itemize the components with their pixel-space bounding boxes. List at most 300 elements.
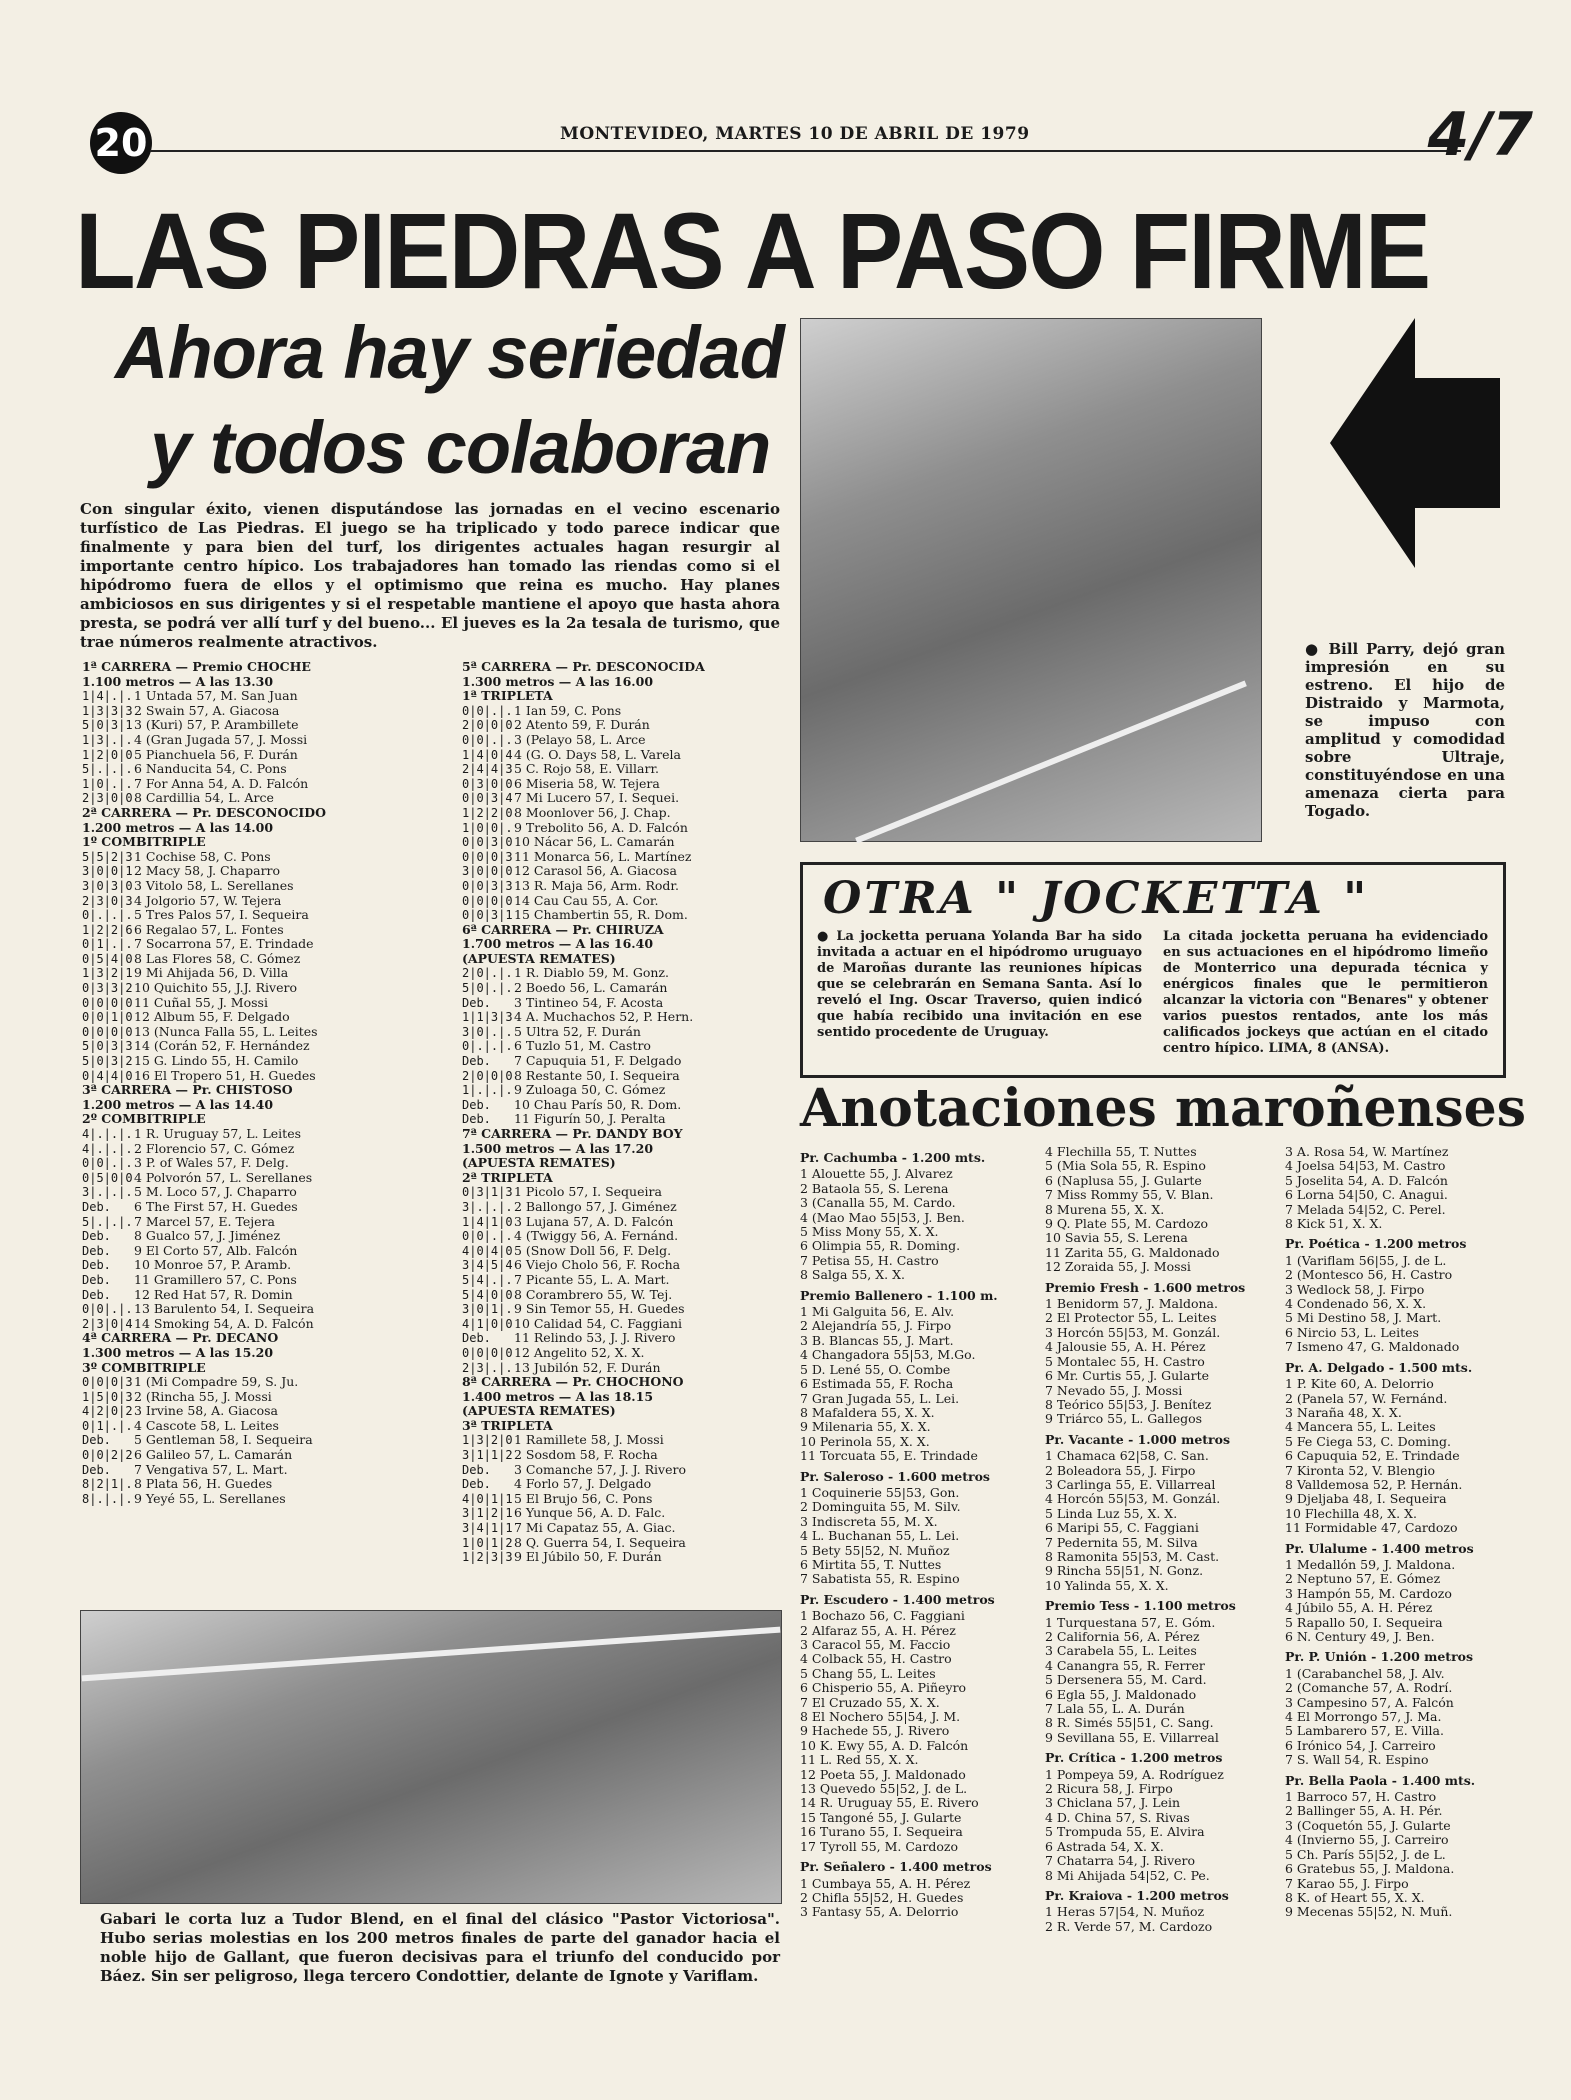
prize-header: Pr. Cachumba - 1.200 mts. bbox=[800, 1150, 986, 1165]
horse-entry: 6 Galileo 57, L. Camarán bbox=[134, 1448, 293, 1463]
form-code: Deb. bbox=[82, 1199, 111, 1214]
prize-entry: 7 Kironta 52, V. Blengio bbox=[1285, 1463, 1436, 1478]
prize-entry: 4 Changadora 55|53, M.Go. bbox=[800, 1348, 976, 1363]
horse-entry: 1 Picolo 57, I. Sequeira bbox=[514, 1185, 662, 1200]
race-header: 1.500 metros — A las 17.20 bbox=[462, 1140, 654, 1156]
prize-header: Pr. Bella Paola - 1.400 mts. bbox=[1285, 1772, 1476, 1788]
race-header: 3ª CARRERA — Pr. CHISTOSO bbox=[82, 1082, 293, 1098]
horse-entry: 2 Atento 59, F. Durán bbox=[514, 718, 650, 733]
horse-entry: 6 Nanducita 54, C. Pons bbox=[134, 762, 287, 777]
prize-entry: 3 Chiclana 57, J. Lein bbox=[1045, 1796, 1181, 1811]
form-code: Deb. bbox=[462, 1054, 491, 1069]
page-number: 20 bbox=[90, 112, 152, 174]
horse-entry: 5 Pianchuela 56, F. Durán bbox=[134, 747, 298, 762]
horse-entry: 4 (G. O. Days 58, L. Varela bbox=[514, 747, 681, 762]
prize-header: Pr. Vacante - 1.000 metros bbox=[1045, 1431, 1231, 1447]
horse-entry: 8 Moonlover 56, J. Chap. bbox=[514, 805, 671, 820]
race-entry-row bbox=[82, 908, 452, 923]
prize-entry: 9 Q. Plate 55, M. Cardozo bbox=[1045, 1217, 1208, 1232]
form-code: 5|0|3|3 bbox=[82, 1039, 133, 1054]
race-header: 7ª CARRERA — Pr. DANDY BOY bbox=[462, 1126, 683, 1141]
form-code: 2|0|0|0 bbox=[462, 718, 513, 733]
form-code: 3|0|.|. bbox=[462, 1024, 513, 1039]
race-entry-row bbox=[82, 1039, 452, 1054]
race-photo-bottom bbox=[80, 1610, 782, 1904]
horse-entry: 5 M. Loco 57, J. Chaparro bbox=[134, 1185, 297, 1200]
form-code: 2|4|4|3 bbox=[462, 762, 513, 777]
form-code: 0|.|.|. bbox=[462, 1039, 513, 1054]
race-entry-row bbox=[462, 1025, 792, 1040]
box-title: OTRA " JOCKETTA " bbox=[823, 873, 1370, 924]
prize-entry: 3 Naraña 48, X. X. bbox=[1285, 1405, 1402, 1420]
form-code: Deb. bbox=[462, 1331, 491, 1346]
race-entry-row bbox=[82, 1258, 452, 1273]
horse-entry: 7 Marcel 57, E. Tejera bbox=[134, 1214, 275, 1229]
prize-entry: 1 (Carabanchel 58, J. Alv. bbox=[1285, 1666, 1445, 1681]
prize-entry: 10 Perinola 55, X. X. bbox=[800, 1434, 930, 1449]
prize-entry: 2 (Comanche 57, A. Rodrí. bbox=[1285, 1681, 1453, 1696]
form-code: 5|4|.|. bbox=[462, 1272, 513, 1287]
race-entry-row bbox=[462, 835, 792, 850]
horse-entry: 6 Miseria 58, W. Tejera bbox=[514, 776, 660, 791]
form-code: 5|4|0|0 bbox=[462, 1287, 513, 1302]
horse-entry: 5 Tres Palos 57, I. Sequeira bbox=[134, 908, 309, 923]
horse-entry: 9 Sin Temor 55, H. Guedes bbox=[514, 1302, 685, 1317]
prize-entry: 6 Chisperio 55, A. Piñeyro bbox=[800, 1681, 967, 1696]
form-code: 5|5|2|3 bbox=[82, 849, 133, 864]
prize-entry: 11 Zarita 55, G. Maldonado bbox=[1045, 1245, 1220, 1260]
form-code: 5|0|3|1 bbox=[82, 718, 133, 733]
prize-header: Pr. A. Delgado - 1.500 mts. bbox=[1285, 1359, 1473, 1375]
race-header: 2ª TRIPLETA bbox=[462, 1169, 553, 1185]
form-code: 1|2|2|6 bbox=[82, 922, 133, 937]
race-entry-row bbox=[462, 821, 792, 836]
race-entry-row bbox=[82, 864, 452, 879]
prize-entry: 3 A. Rosa 54, W. Martínez bbox=[1285, 1145, 1449, 1159]
prize-entry: 4 Jalousie 55, A. H. Pérez bbox=[1045, 1340, 1206, 1355]
prize-entry: 10 Yalinda 55, X. X. bbox=[1045, 1578, 1169, 1593]
form-code: 4|.|.|. bbox=[82, 1141, 133, 1156]
horse-entry: 7 Socarrona 57, E. Trindade bbox=[134, 937, 314, 952]
race-entry-row bbox=[82, 1185, 452, 1200]
prize-entry: 1 Alouette 55, J. Alvarez bbox=[800, 1167, 953, 1182]
subheadline-1: Ahora hay seriedad bbox=[115, 311, 784, 394]
horse-entry: 2 Ballongo 57, J. Giménez bbox=[514, 1199, 677, 1214]
prize-entry: 8 R. Simés 55|51, C. Sang. bbox=[1045, 1716, 1214, 1731]
prize-entry: 5 Mi Destino 58, J. Mart. bbox=[1285, 1311, 1442, 1326]
horse-entry: 10 Chau París 50, R. Dom. bbox=[514, 1097, 682, 1112]
horse-entry: 8 Plata 56, H. Guedes bbox=[134, 1477, 273, 1492]
horse-entry: 2 Macy 58, J. Chaparro bbox=[134, 864, 281, 879]
form-code: Deb. bbox=[82, 1433, 111, 1448]
horse-entry: 4 Jolgorio 57, W. Tejera bbox=[134, 893, 282, 908]
prize-entry: 8 K. of Heart 55, X. X. bbox=[1285, 1890, 1425, 1905]
race-entry-row bbox=[462, 1521, 792, 1536]
maronas-column-3 bbox=[1285, 1145, 1500, 1920]
form-code: 1|3|.|. bbox=[82, 732, 133, 747]
race-entry-row bbox=[82, 1273, 452, 1288]
horse-entry: 3 Vitolo 58, L. Serellanes bbox=[134, 878, 294, 893]
race-header: 1º COMBITRIPLE bbox=[82, 834, 206, 850]
race-entry-row bbox=[462, 1039, 792, 1054]
horse-entry: 15 Chambertin 55, R. Dom. bbox=[514, 908, 688, 923]
horse-entry: 4 (Gran Jugada 57, J. Mossi bbox=[134, 732, 308, 747]
prize-entry: 7 Ismeno 47, G. Maldonado bbox=[1285, 1340, 1460, 1355]
horse-entry: 10 Quichito 55, J.J. Rivero bbox=[134, 981, 297, 996]
horse-entry: 14 (Corán 52, F. Hernández bbox=[134, 1039, 310, 1054]
race-entry-row bbox=[82, 1054, 452, 1069]
horse-entry: 11 Figurín 50, J. Peralta bbox=[514, 1112, 666, 1127]
prize-entry: 1 Chamaca 62|58, C. San. bbox=[1045, 1449, 1209, 1464]
prize-entry: 5 Rapallo 50, I. Sequeira bbox=[1285, 1615, 1443, 1630]
race-entry-row bbox=[462, 1244, 792, 1259]
prize-entry: 8 Salga 55, X. X. bbox=[800, 1268, 905, 1283]
race-entry-row bbox=[82, 718, 452, 733]
prize-entry: 9 Rincha 55|51, N. Gonz. bbox=[1045, 1564, 1204, 1579]
prize-entry: 10 Savia 55, S. Lerena bbox=[1045, 1231, 1188, 1246]
horse-entry: 11 Gramillero 57, C. Pons bbox=[134, 1272, 297, 1287]
horse-entry: 7 Vengativa 57, L. Mart. bbox=[134, 1462, 288, 1477]
prize-entry: 12 Zoraida 55, J. Mossi bbox=[1045, 1260, 1191, 1275]
form-code: Deb. bbox=[82, 1462, 111, 1477]
race-entry-row bbox=[82, 733, 452, 748]
form-code: 0|3|3|2 bbox=[82, 981, 133, 996]
prize-entry: 9 Sevillana 55, E. Villarreal bbox=[1045, 1730, 1219, 1745]
horse-entry: 1 Cochise 58, C. Pons bbox=[134, 849, 271, 864]
prize-entry: 2 El Protector 55, L. Leites bbox=[1045, 1311, 1217, 1326]
prize-entry: 2 Ballinger 55, A. H. Pér. bbox=[1285, 1804, 1443, 1819]
horse-entry: 3 Irvine 58, A. Giacosa bbox=[134, 1404, 278, 1419]
horse-entry: 1 Ramillete 58, J. Mossi bbox=[514, 1433, 664, 1448]
form-code: 0|0|.|. bbox=[462, 703, 513, 718]
form-code: 0|0|3|3 bbox=[462, 878, 513, 893]
prize-entry: 3 Wedlock 58, J. Firpo bbox=[1285, 1282, 1425, 1297]
race-entry-row bbox=[462, 1200, 792, 1215]
form-code: 0|3|1|3 bbox=[462, 1185, 513, 1200]
horse-entry: 7 Mi Lucero 57, I. Sequei. bbox=[514, 791, 680, 806]
race-entry-row bbox=[82, 1463, 452, 1478]
form-code: 4|.|.|. bbox=[82, 1127, 133, 1141]
race-entry-row bbox=[82, 937, 452, 952]
prize-entry: 12 Poeta 55, J. Maldonado bbox=[800, 1767, 966, 1782]
horse-entry: 4 (Twiggy 56, A. Fernánd. bbox=[514, 1229, 679, 1244]
race-entry-row bbox=[82, 1171, 452, 1186]
prize-entry: 1 (Variflam 56|55, J. de L. bbox=[1285, 1253, 1447, 1268]
race-header: 1.700 metros — A las 16.40 bbox=[462, 936, 654, 952]
prize-entry: 11 Formidable 47, Cardozo bbox=[1285, 1521, 1458, 1536]
form-code: Deb. bbox=[82, 1243, 111, 1258]
form-code: 2|3|0|0 bbox=[82, 791, 133, 806]
race-header: 2ª CARRERA — Pr. DESCONOCIDO bbox=[82, 804, 326, 820]
prize-header: Premio Tess - 1.100 metros bbox=[1045, 1598, 1236, 1614]
prize-entry: 1 Heras 57|54, N. Muñoz bbox=[1045, 1905, 1205, 1920]
race-header: 5ª CARRERA — Pr. DESCONOCIDA bbox=[462, 659, 705, 674]
race-entry-row bbox=[462, 864, 792, 879]
prize-entry: 6 Lorna 54|50, C. Anagui. bbox=[1285, 1188, 1448, 1203]
prize-entry: 3 Carlinga 55, E. Villarreal bbox=[1045, 1477, 1216, 1492]
prize-entry: 6 Olimpia 55, R. Doming. bbox=[800, 1239, 961, 1254]
form-code: 0|1|.|. bbox=[82, 937, 133, 952]
race-entry-row bbox=[462, 1536, 792, 1551]
race-entry-row bbox=[462, 966, 792, 981]
prize-entry: 1 Turquestana 57, E. Góm. bbox=[1045, 1615, 1216, 1630]
form-code: 0|0|0|0 bbox=[462, 1345, 513, 1360]
prize-entry: 6 Nircio 53, L. Leites bbox=[1285, 1325, 1419, 1340]
prize-entry: 10 K. Ewy 55, A. D. Falcón bbox=[800, 1738, 969, 1753]
race-entry-row bbox=[462, 1098, 792, 1113]
anotaciones-title: Anotaciones maroñenses bbox=[800, 1078, 1527, 1139]
race-entry-row bbox=[82, 850, 452, 865]
form-code: 0|5|4|0 bbox=[82, 951, 133, 966]
prize-header: Pr. Poética - 1.200 metros bbox=[1285, 1236, 1467, 1252]
horse-entry: 2 Swain 57, A. Giacosa bbox=[134, 703, 280, 718]
form-code: Deb. bbox=[462, 1462, 491, 1477]
horse-entry: 13 Jubilón 52, F. Durán bbox=[514, 1360, 661, 1375]
headline: LAS PIEDRAS A PASO FIRME bbox=[75, 190, 1430, 311]
race-header: 2º COMBITRIPLE bbox=[82, 1111, 206, 1127]
form-code: 0|0|.|. bbox=[462, 1229, 513, 1244]
race-header: 4ª CARRERA — Pr. DECANO bbox=[82, 1330, 279, 1346]
prize-entry: 7 Nevado 55, J. Mossi bbox=[1045, 1383, 1183, 1398]
prize-header: Pr. P. Unión - 1.200 metros bbox=[1285, 1649, 1474, 1665]
form-code: 3|0|0|0 bbox=[462, 864, 513, 879]
form-code: 0|0|.|. bbox=[82, 1302, 133, 1317]
prize-entry: 4 Júbilo 55, A. H. Pérez bbox=[1285, 1601, 1433, 1616]
form-code: 1|3|3|3 bbox=[82, 703, 133, 718]
prize-entry: 9 Djeljaba 48, I. Sequeira bbox=[1285, 1492, 1447, 1507]
horse-entry: 2 (Rincha 55, J. Mossi bbox=[134, 1389, 272, 1404]
prize-entry: 2 Boleadora 55, J. Firpo bbox=[1045, 1463, 1196, 1478]
prize-entry: 5 Dersenera 55, M. Card. bbox=[1045, 1673, 1207, 1688]
horse-entry: 5 C. Rojo 58, E. Villarr. bbox=[514, 762, 660, 777]
form-code: 0|0|3|4 bbox=[462, 791, 513, 806]
race-entry-row bbox=[462, 733, 792, 748]
prize-entry: 1 Pompeya 59, A. Rodríguez bbox=[1045, 1767, 1224, 1782]
race-entry-row bbox=[82, 879, 452, 894]
prize-entry: 4 El Morrongo 57, J. Ma. bbox=[1285, 1710, 1442, 1725]
race-entry-row bbox=[82, 1317, 452, 1332]
form-code: 0|0|3|1 bbox=[462, 908, 513, 923]
horse-entry: 1 R. Diablo 59, M. Gonz. bbox=[514, 966, 669, 981]
form-code: 0|5|0|0 bbox=[82, 1170, 133, 1185]
race-entry-row bbox=[462, 1185, 792, 1200]
prize-entry: 11 Torcuata 55, E. Trindade bbox=[800, 1449, 978, 1464]
prize-entry: 4 (Mao Mao 55|53, J. Ben. bbox=[800, 1210, 965, 1225]
race-entry-row bbox=[82, 1433, 452, 1448]
form-code: 1|2|3|3 bbox=[462, 1550, 513, 1565]
race-photo-top bbox=[800, 318, 1262, 842]
form-code: 0|0|0|0 bbox=[462, 893, 513, 908]
prize-entry: 5 (Mia Sola 55, R. Espino bbox=[1045, 1159, 1206, 1174]
form-code: 1|4|.|. bbox=[82, 689, 133, 704]
prize-entry: 1 Bochazo 56, C. Faggiani bbox=[800, 1609, 965, 1624]
race-entry-row bbox=[462, 1112, 792, 1127]
race-entry-row bbox=[82, 981, 452, 996]
prize-entry: 16 Turano 55, I. Sequeira bbox=[800, 1825, 963, 1840]
form-code: 5|0|.|. bbox=[462, 981, 513, 996]
prize-entry: 9 Milenaria 55, X. X. bbox=[800, 1420, 931, 1435]
prize-entry: 2 (Montesco 56, H. Castro bbox=[1285, 1268, 1453, 1283]
form-code: 5|.|.|. bbox=[82, 762, 133, 777]
race-entry-row bbox=[82, 1010, 452, 1025]
prize-entry: 7 Melada 54|52, C. Perel. bbox=[1285, 1202, 1446, 1217]
race-entry-row bbox=[82, 1229, 452, 1244]
box-text-right: La citada jocketta peruana ha evidenciado en sus actuaciones en el hipódromo limeño de Monterrico una depurada técnica y enérgicos finales que le permitieron alcanzar la victoria con "Benares" y obtener varios puestos rentados, ante los más calificados jockeys que actúan en el citado centro hípico. LIMA, 8 (ANSA). bbox=[1163, 929, 1488, 1056]
horse-entry: 8 Corambrero 55, W. Tej. bbox=[514, 1287, 673, 1302]
intro-paragraph: Con singular éxito, vienen disputándose las jornadas en el vecino escenario turfístico de Las Piedras. El juego se ha triplicado y todo parece indicar que finalmente y para bien del turf, los dirigentes actuales hagan resurgir al importante centro hípico. Los trabajadores han tomado las riendas como si el hipódromo fuera de ellos y el optimismo que reina es mucho. Hay planes ambiciosos en sus dirigentes y si el respetable mantiene el apoyo que hasta ahora presta, se podrá ver allí turf y del bueno... El jueves es la 2a tesala de turismo, que trae números realmente atractivos. bbox=[80, 500, 780, 651]
race-entry-row bbox=[462, 1229, 792, 1244]
race-program-column-2 bbox=[462, 660, 792, 1565]
prize-entry: 3 Indiscreta 55, M. X. bbox=[800, 1514, 938, 1529]
form-code: 1|5|0|3 bbox=[82, 1389, 133, 1404]
prize-header: Pr. Escudero - 1.400 metros bbox=[800, 1591, 995, 1607]
prize-entry: 2 Alfaraz 55, A. H. Pérez bbox=[800, 1623, 956, 1638]
prize-entry: 1 P. Kite 60, A. Delorrio bbox=[1285, 1377, 1434, 1392]
horse-entry: 4 Forlo 57, J. Delgado bbox=[514, 1477, 652, 1492]
horse-entry: 2 Sosdom 58, F. Rocha bbox=[514, 1448, 658, 1463]
prize-entry: 4 Canangra 55, R. Ferrer bbox=[1045, 1658, 1205, 1673]
prize-entry: 7 Chatarra 54, J. Rivero bbox=[1045, 1854, 1196, 1869]
race-entry-row bbox=[82, 952, 452, 967]
race-entry-row bbox=[462, 1463, 792, 1478]
race-entry-row bbox=[462, 908, 792, 923]
form-code: 2|0|.|. bbox=[462, 966, 513, 981]
horse-entry: 11 Cuñal 55, J. Mossi bbox=[134, 995, 268, 1010]
prize-header: Premio Fresh - 1.600 metros bbox=[1045, 1279, 1246, 1295]
horse-entry: 1 Untada 57, M. San Juan bbox=[134, 689, 298, 704]
form-code: 2|3|0|3 bbox=[82, 893, 133, 908]
form-code: 4|2|0|2 bbox=[82, 1404, 133, 1419]
prize-entry: 11 L. Red 55, X. X. bbox=[800, 1753, 919, 1768]
race-entry-row bbox=[462, 996, 792, 1011]
prize-entry: 2 R. Verde 57, M. Cardozo bbox=[1045, 1919, 1213, 1934]
horse-entry: 12 Album 55, F. Delgado bbox=[134, 1010, 290, 1025]
prize-entry: 7 Miss Rommy 55, V. Blan. bbox=[1045, 1188, 1214, 1203]
race-entry-row bbox=[82, 1375, 452, 1390]
prize-entry: 3 Hampón 55, M. Cardozo bbox=[1285, 1586, 1452, 1601]
prize-entry: 5 Bety 55|52, N. Muñoz bbox=[800, 1543, 950, 1558]
race-header: 1ª CARRERA — Premio CHOCHE bbox=[82, 659, 311, 674]
form-code: 3|0|3|0 bbox=[82, 878, 133, 893]
horse-entry: 3 P. of Wales 57, F. Delg. bbox=[134, 1156, 289, 1171]
race-entry-row bbox=[82, 1302, 452, 1317]
prize-entry: 14 R. Uruguay 55, E. Rivero bbox=[800, 1796, 979, 1811]
horse-entry: 8 Q. Guerra 54, I. Sequeira bbox=[514, 1535, 686, 1550]
form-code: 3|.|.|. bbox=[462, 1199, 513, 1214]
prize-entry: 1 Mi Galguita 56, E. Alv. bbox=[800, 1305, 955, 1320]
prize-entry: 6 Maripi 55, C. Faggiani bbox=[1045, 1521, 1199, 1536]
race-header: 3º COMBITRIPLE bbox=[82, 1359, 206, 1375]
race-entry-row bbox=[82, 996, 452, 1011]
race-entry-row bbox=[82, 777, 452, 792]
horse-entry: 12 Carasol 56, A. Giacosa bbox=[514, 864, 677, 879]
prize-entry: 6 Mr. Curtis 55, J. Gularte bbox=[1045, 1369, 1209, 1384]
prize-entry: 8 Kick 51, X. X. bbox=[1285, 1217, 1383, 1232]
horse-entry: 5 Gentleman 58, I. Sequeira bbox=[134, 1433, 313, 1448]
prize-entry: 8 Mafaldera 55, X. X. bbox=[800, 1405, 935, 1420]
form-code: 0|0|0|0 bbox=[82, 995, 133, 1010]
horse-entry: 3 Tintineo 54, F. Acosta bbox=[514, 995, 664, 1010]
horse-entry: 3 (Pelayo 58, L. Arce bbox=[514, 732, 646, 747]
form-code: 2|3|.|. bbox=[462, 1360, 513, 1375]
race-entry-row bbox=[462, 791, 792, 806]
prize-entry: 4 Colback 55, H. Castro bbox=[800, 1652, 952, 1667]
form-code: 0|0|.|. bbox=[82, 1156, 133, 1171]
horse-entry: 6 The First 57, H. Guedes bbox=[134, 1199, 298, 1214]
prize-entry: 7 Karao 55, J. Firpo bbox=[1285, 1876, 1409, 1891]
form-code: 0|0|0|0 bbox=[82, 1024, 133, 1039]
header-rule bbox=[150, 150, 1461, 152]
prize-entry: 3 (Coquetón 55, J. Gularte bbox=[1285, 1818, 1451, 1833]
form-code: Deb. bbox=[82, 1272, 111, 1287]
prize-entry: 3 Campesino 57, A. Falcón bbox=[1285, 1695, 1454, 1710]
race-entry-row bbox=[462, 806, 792, 821]
prize-entry: 6 Gratebus 55, J. Maldona. bbox=[1285, 1862, 1455, 1877]
race-entry-row bbox=[462, 1215, 792, 1230]
horse-entry: 1 Ian 59, C. Pons bbox=[514, 703, 622, 718]
form-code: 0|1|.|. bbox=[82, 1418, 133, 1433]
form-code: 1|2|0|0 bbox=[82, 747, 133, 762]
horse-entry: 10 Nácar 56, L. Camarán bbox=[514, 835, 675, 850]
horse-entry: 9 Zuloaga 50, C. Gómez bbox=[514, 1083, 666, 1098]
race-entry-row bbox=[462, 1492, 792, 1507]
prize-entry: 3 B. Blancas 55, J. Mart. bbox=[800, 1333, 954, 1348]
horse-entry: 3 (Kuri) 57, P. Arambillete bbox=[134, 718, 299, 733]
prize-entry: 4 Flechilla 55, T. Nuttes bbox=[1045, 1145, 1197, 1159]
horse-entry: 4 Cascote 58, L. Leites bbox=[134, 1418, 279, 1433]
prize-entry: 6 Astrada 54, X. X. bbox=[1045, 1839, 1164, 1854]
horse-entry: 4 A. Muchachos 52, P. Hern. bbox=[514, 1010, 694, 1025]
race-entry-row bbox=[462, 1302, 792, 1317]
race-entry-row bbox=[82, 1156, 452, 1171]
prize-entry: 8 Murena 55, X. X. bbox=[1045, 1202, 1165, 1217]
prize-entry: 4 Condenado 56, X. X. bbox=[1285, 1297, 1427, 1312]
race-entry-row bbox=[462, 1346, 792, 1361]
prize-entry: 1 Medallón 59, J. Maldona. bbox=[1285, 1557, 1456, 1572]
race-entry-row bbox=[462, 1010, 792, 1025]
race-entry-row bbox=[462, 1083, 792, 1098]
prize-entry: 5 D. Lené 55, O. Combe bbox=[800, 1362, 951, 1377]
race-entry-row bbox=[82, 1244, 452, 1259]
race-entry-row bbox=[462, 1361, 792, 1376]
form-code: 3|1|1|2 bbox=[462, 1448, 513, 1463]
horse-entry: 6 Viejo Cholo 56, F. Rocha bbox=[514, 1258, 681, 1273]
race-header: 1.200 metros — A las 14.00 bbox=[82, 819, 274, 835]
form-code: 1|.|.|. bbox=[462, 1083, 513, 1098]
horse-entry: 7 Mi Capataz 55, A. Giac. bbox=[514, 1521, 676, 1536]
form-code: Deb. bbox=[462, 995, 491, 1010]
form-code: 0|0|1|0 bbox=[82, 1010, 133, 1025]
race-entry-row bbox=[82, 1200, 452, 1215]
prize-entry: 9 Hachede 55, J. Rivero bbox=[800, 1724, 950, 1739]
form-code: 2|0|0|0 bbox=[462, 1068, 513, 1083]
form-code: Deb. bbox=[462, 1112, 491, 1127]
prize-entry: 6 Egla 55, J. Maldonado bbox=[1045, 1687, 1197, 1702]
race-header: (APUESTA REMATES) bbox=[462, 1155, 616, 1171]
race-header: 8ª CARRERA — Pr. CHOCHONO bbox=[462, 1374, 684, 1390]
prize-entry: 6 (Naplusa 55, J. Gularte bbox=[1045, 1173, 1202, 1188]
race-entry-row bbox=[462, 1317, 792, 1332]
prize-entry: 8 El Nochero 55|54, J. M. bbox=[800, 1710, 961, 1725]
form-code: 0|.|.|. bbox=[82, 908, 133, 923]
newspaper-logo: 4/7 bbox=[1427, 100, 1533, 170]
maronas-column-1 bbox=[800, 1145, 1035, 1920]
race-entry-row bbox=[462, 1477, 792, 1492]
horse-entry: 12 Angelito 52, X. X. bbox=[514, 1345, 645, 1360]
prize-entry: 7 El Cruzado 55, X. X. bbox=[800, 1695, 940, 1710]
prize-entry: 5 Montalec 55, H. Castro bbox=[1045, 1354, 1205, 1369]
horse-entry: 15 G. Lindo 55, H. Camilo bbox=[134, 1054, 299, 1069]
